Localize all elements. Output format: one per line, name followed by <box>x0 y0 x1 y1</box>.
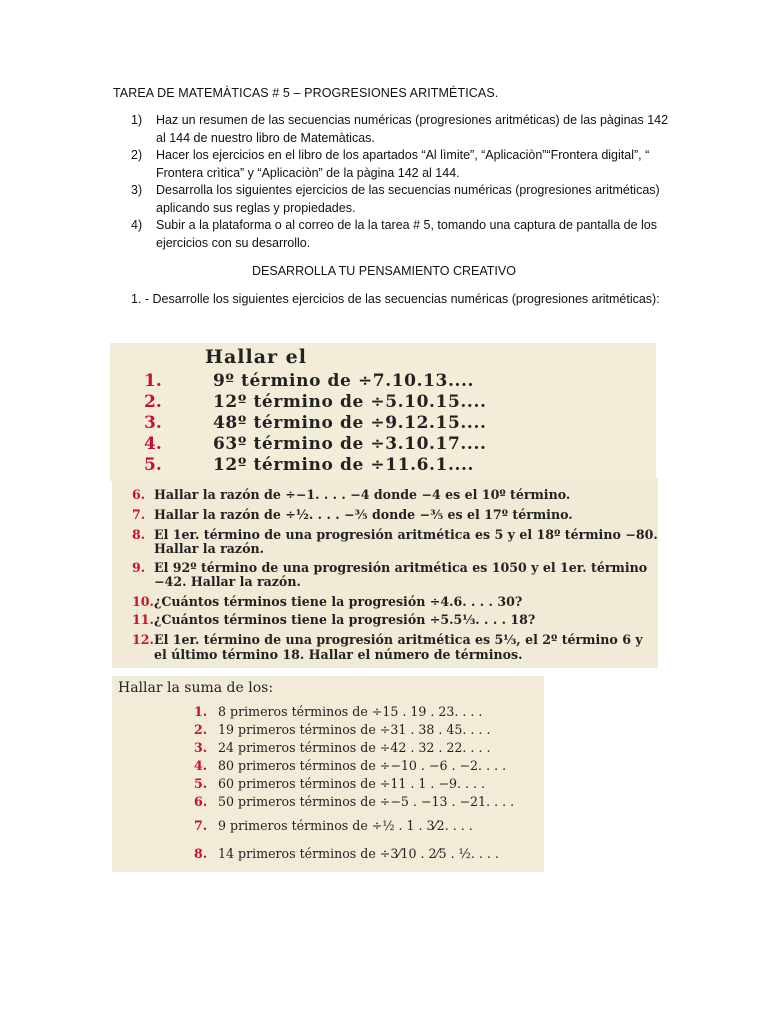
suma-text: 60 primeros términos de ÷11 . 1 . −9. . . . <box>218 776 485 791</box>
suma-text: 24 primeros términos de ÷42 . 32 . 22. . . . <box>218 740 491 755</box>
document-title: TAREA DE MATEMÀTICAS # 5 – PROGRESIONES ARITMÉTICAS. <box>113 86 499 100</box>
section-heading: DESARROLLA TU PENSAMIENTO CREATIVO <box>252 264 516 278</box>
task-number: 3) <box>131 183 143 197</box>
suma-text: 9 primeros términos de ÷½ . 1 . 3⁄2. . . . <box>218 818 473 833</box>
problem-number: 7. <box>132 507 146 522</box>
textbook-scan-problems <box>112 478 658 668</box>
suma-number: 3. <box>194 740 208 755</box>
exercise-text: 63º término de ÷3.10.17.... <box>213 434 487 454</box>
exercise-intro: 1. - Desarrolle los siguientes ejercicios de las secuencias numéricas (progresiones aritméticas): <box>131 292 660 306</box>
suma-number: 4. <box>194 758 208 773</box>
suma-heading: Hallar la suma de los: <box>118 680 274 696</box>
list-item <box>131 182 671 217</box>
exercise-number: 3. <box>144 413 162 433</box>
problem-text: ¿Cuántos términos tiene la progresión ÷4.6. . . . 30? <box>154 594 523 609</box>
task-text: Subir a la plataforma o al correo de la la tarea # 5, tomando una captura de pantalla de los ejercicios con su desarrollo. <box>156 218 658 250</box>
suma-number: 2. <box>194 722 208 737</box>
exercise-text: 9º término de ÷7.10.13.... <box>213 371 475 391</box>
suma-number: 7. <box>194 818 208 833</box>
exercise-text: 12º término de ÷5.10.15.... <box>213 392 487 412</box>
list-item <box>131 217 671 252</box>
suma-number: 6. <box>194 794 208 809</box>
hallar-heading: Hallar el <box>205 346 307 368</box>
problem-number: 8. <box>132 527 146 542</box>
task-text: Haz un resumen de las secuencias numéricas (progresiones aritméticas) de las pàginas 142 al 144 de nuestro libro de Matemàticas. <box>156 113 669 145</box>
task-text: Desarrolla los siguientes ejercicios de las secuencias numéricas (progresiones aritméticas) aplicando sus reglas y propiedades. <box>156 183 660 215</box>
problem-text: El 92º término de una progresión aritmética es 1050 y el 1er. término <box>154 560 648 575</box>
suma-text: 50 primeros términos de ÷−5 . −13 . −21. . . . <box>218 794 515 809</box>
problem-number: 12. <box>132 632 154 647</box>
suma-text: 80 primeros términos de ÷−10 . −6 . −2. . . . <box>218 758 507 773</box>
task-number: 4) <box>131 218 143 232</box>
problem-text: ¿Cuántos términos tiene la progresión ÷5.5⅓. . . . 18? <box>154 612 536 627</box>
task-text: Hacer los ejercicios en el libro de los apartados “Al lìmite”, “Aplicaciòn”“Frontera digital”, “ Frontera crìtica” y “Aplicaciòn” de la pàgina 142 al 144. <box>156 148 650 180</box>
problem-text: Hallar la razón. <box>154 541 265 556</box>
suma-number: 8. <box>194 846 208 861</box>
list-item <box>131 112 671 147</box>
task-number: 2) <box>131 148 143 162</box>
suma-text: 19 primeros términos de ÷31 . 38 . 45. . . . <box>218 722 491 737</box>
textbook-scan-hallar <box>110 343 656 481</box>
exercise-text: 48º término de ÷9.12.15.... <box>213 413 487 433</box>
exercise-number: 1. <box>144 371 162 391</box>
problem-text: Hallar la razón de ÷½. . . . −⅗ donde −⅗ es el 17º término. <box>154 507 573 522</box>
task-list <box>131 112 671 252</box>
problem-number: 10. <box>132 594 154 609</box>
problem-text: el último término 18. Hallar el número de términos. <box>154 647 523 662</box>
problem-text: −42. Hallar la razón. <box>154 574 301 589</box>
exercise-number: 5. <box>144 455 162 475</box>
list-item <box>131 147 671 182</box>
problem-text: Hallar la razón de ÷−1. . . . −4 donde −4 es el 10º término. <box>154 487 571 502</box>
problem-number: 6. <box>132 487 146 502</box>
suma-number: 1. <box>194 704 208 719</box>
problem-text: El 1er. término de una progresión aritmética es 5 y el 18º término −80. <box>154 527 658 542</box>
exercise-number: 2. <box>144 392 162 412</box>
problem-number: 11. <box>132 612 154 627</box>
exercise-number: 4. <box>144 434 162 454</box>
textbook-scan-suma <box>112 676 544 872</box>
problem-number: 9. <box>132 560 146 575</box>
suma-text: 8 primeros términos de ÷15 . 19 . 23. . . . <box>218 704 483 719</box>
suma-number: 5. <box>194 776 208 791</box>
exercise-text: 12º término de ÷11.6.1.... <box>213 455 475 475</box>
suma-text: 14 primeros términos de ÷3⁄10 . 2⁄5 . ½. . . . <box>218 846 499 861</box>
task-number: 1) <box>131 113 143 127</box>
problem-text: El 1er. término de una progresión aritmética es 5⅓, el 2º término 6 y <box>154 632 643 647</box>
